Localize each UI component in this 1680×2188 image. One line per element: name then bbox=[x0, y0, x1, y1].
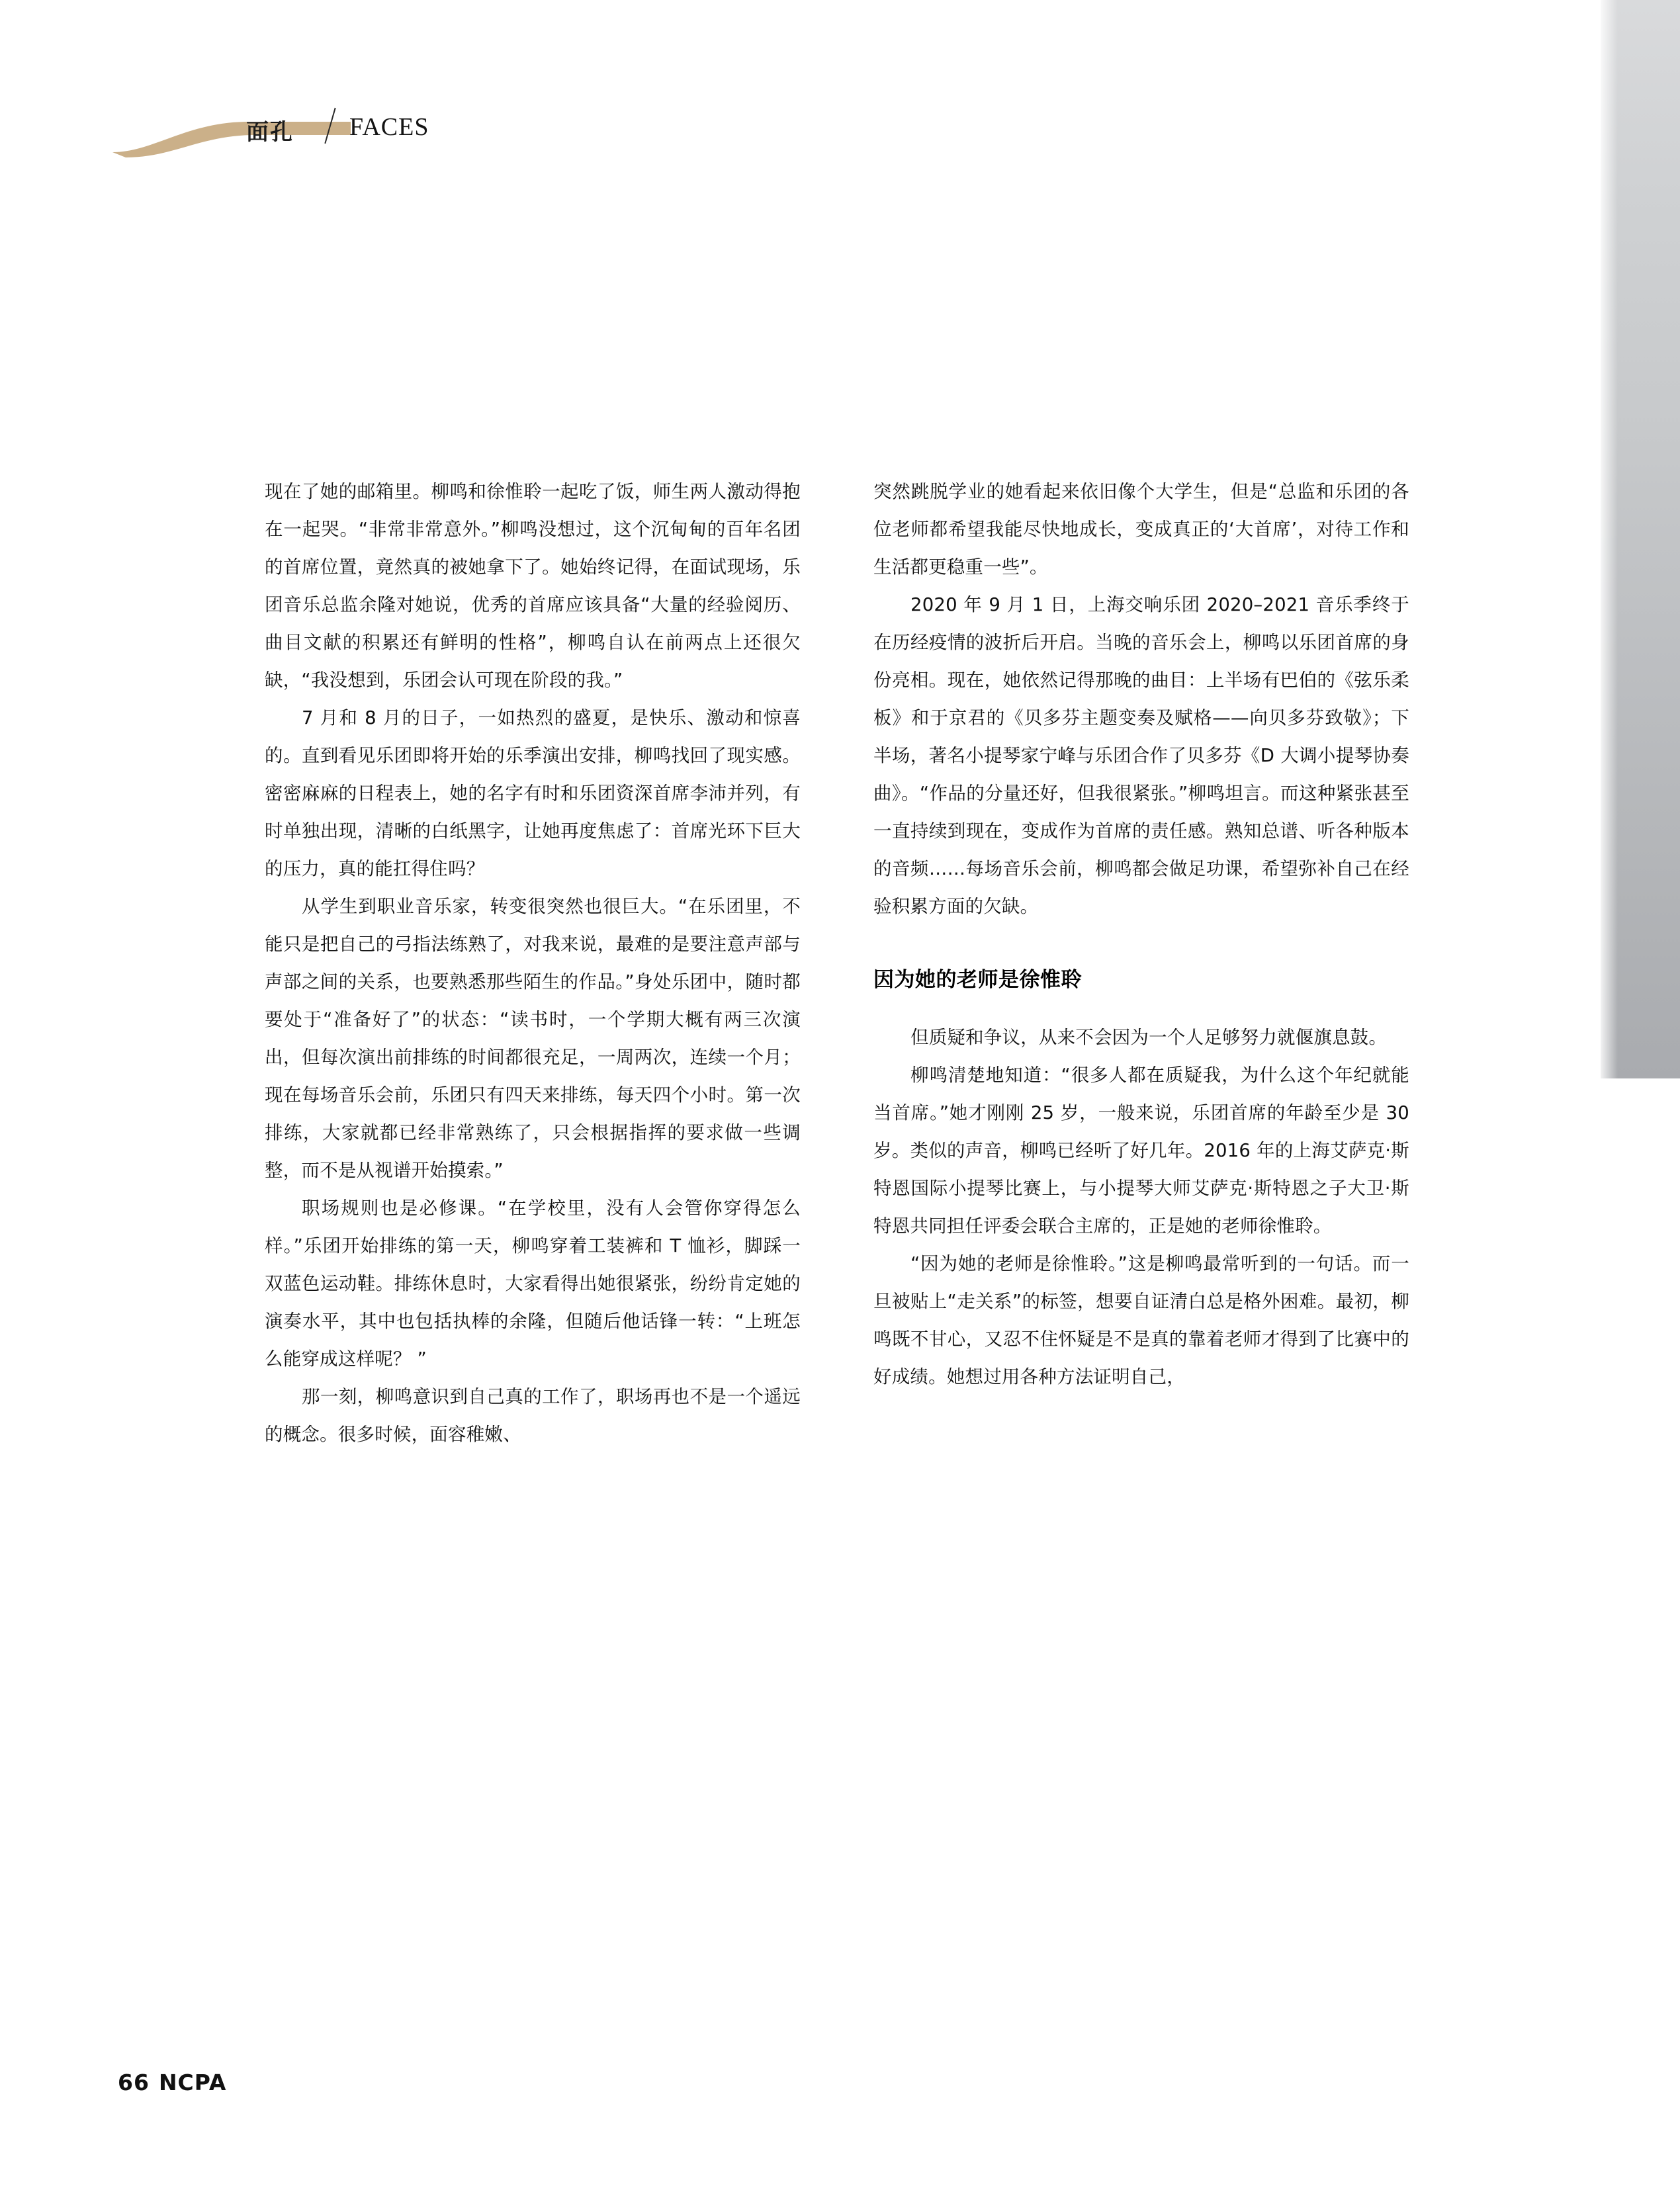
body-columns bbox=[265, 473, 1409, 1454]
paragraph: “因为她的老师是徐惟聆。”这是柳鸣最常听到的一句话。而一旦被贴上“走关系”的标签，想要自证清白总是格外困难。最初，柳鸣既不甘心，又忍不住怀疑是不是真的靠着老师才得到了比赛中的好成绩。她想过用各种方法证明自己， bbox=[873, 1253, 1409, 1387]
folio-page-number: 66 bbox=[118, 2070, 150, 2095]
paragraph: 柳鸣清楚地知道：“很多人都在质疑我，为什么这个年纪就能当首席。”她才刚刚 25 岁，一般来说，乐团首席的年龄至少是 30 岁。类似的声音，柳鸣已经听了好几年。2016 年的上海艾萨克·斯特恩国际小提琴比赛上，与小提琴大师艾萨克·斯特恩之子大卫·斯特恩共同担任评委会联合主席的，正是她的老师徐惟聆。 bbox=[873, 1065, 1409, 1237]
section-subheading: 因为她的老师是徐惟聆 bbox=[873, 968, 1082, 992]
paragraph: 7 月和 8 月的日子，一如热烈的盛夏，是快乐、激动和惊喜的。直到看见乐团即将开始的乐季演出安排，柳鸣找回了现实感。密密麻麻的日程表上，她的名字有时和乐团资深首席李沛并列，有时单独出现，清晰的白纸黑字，让她再度焦虑了：首席光环下巨大的压力，真的能扛得住吗？ bbox=[265, 707, 801, 879]
paragraph: 但质疑和争议，从来不会因为一个人足够努力就偃旗息鼓。 bbox=[910, 1027, 1388, 1048]
swoosh-decoration bbox=[112, 119, 351, 160]
paragraph: 现在了她的邮箱里。柳鸣和徐惟聆一起吃了饭，师生两人激动得抱在一起哭。“非常非常意外。”柳鸣没想过，这个沉甸甸的百年名团的首席位置，竟然真的被她拿下了。她始终记得，在面试现场，乐团音乐总监余隆对她说，优秀的首席应该具备“大量的经验阅历、曲目文献的积累还有鲜明的性格”，柳鸣自认在前两点上还很欠缺，“我没想到，乐团会认可现在阶段的我。” bbox=[265, 481, 801, 691]
paragraph: 职场规则也是必修课。“在学校里，没有人会管你穿得怎么样。”乐团开始排练的第一天，柳鸣穿着工装裤和 T 恤衫，脚踩一双蓝色运动鞋。排练休息时，大家看得出她很紧张，纷纷肯定她的演奏水平，其中也包括执棒的余隆，但随后他话锋一转：“上班怎么能穿成这样呢？ ” bbox=[265, 1198, 801, 1370]
paragraph: 突然跳脱学业的她看起来依旧像个大学生，但是“总监和乐团的各位老师都希望我能尽快地成长，变成真正的‘大首席’，对待工作和生活都更稳重一些”。 bbox=[873, 481, 1409, 578]
running-head bbox=[0, 99, 1680, 172]
paragraph: 那一刻，柳鸣意识到自己真的工作了，职场再也不是一个遥远的概念。很多时候，面容稚嫩、 bbox=[265, 1386, 801, 1445]
section-label-cn: 面孔 bbox=[246, 119, 294, 146]
left-column bbox=[265, 473, 801, 1454]
paragraph: 2020 年 9 月 1 日，上海交响乐团 2020–2021 音乐季终于在历经疫情的波折后开启。当晚的音乐会上，柳鸣以乐团首席的身份亮相。现在，她依然记得那晚的曲目：上半场有巴伯的《弦乐柔板》和于京君的《贝多芬主题变奏及赋格——向贝多芬致敬》；下半场，著名小提琴家宁峰与乐团合作了贝多芬《D 大调小提琴协奏曲》。“作品的分量还好，但我很紧张。”柳鸣坦言。而这种紧张甚至一直持续到现在，变成作为首席的责任感。熟知总谱、听各种版本的音频……每场音乐会前，柳鸣都会做足功课，希望弥补自己在经验积累方面的欠缺。 bbox=[873, 594, 1409, 917]
section-label-en: FACES bbox=[349, 113, 429, 141]
right-column bbox=[873, 473, 1409, 1454]
paragraph: 从学生到职业音乐家，转变很突然也很巨大。“在乐团里，不能只是把自己的弓指法练熟了，对我来说，最难的是要注意声部与声部之间的关系，也要熟悉那些陌生的作品。”身处乐团中，随时都要处于“准备好了”的状态：“读书时，一个学期大概有两三次演出，但每次演出前排练的时间都很充足，一周两次，连续一个月；现在每场音乐会前，乐团只有四天来排练，每天四个小时。第一次排练，大家就都已经非常熟练了，只会根据指挥的要求做一些调整，而不是从视谱开始摸索。” bbox=[265, 896, 801, 1181]
page-footer bbox=[118, 2070, 226, 2095]
folio-publication: NCPA bbox=[158, 2070, 227, 2095]
